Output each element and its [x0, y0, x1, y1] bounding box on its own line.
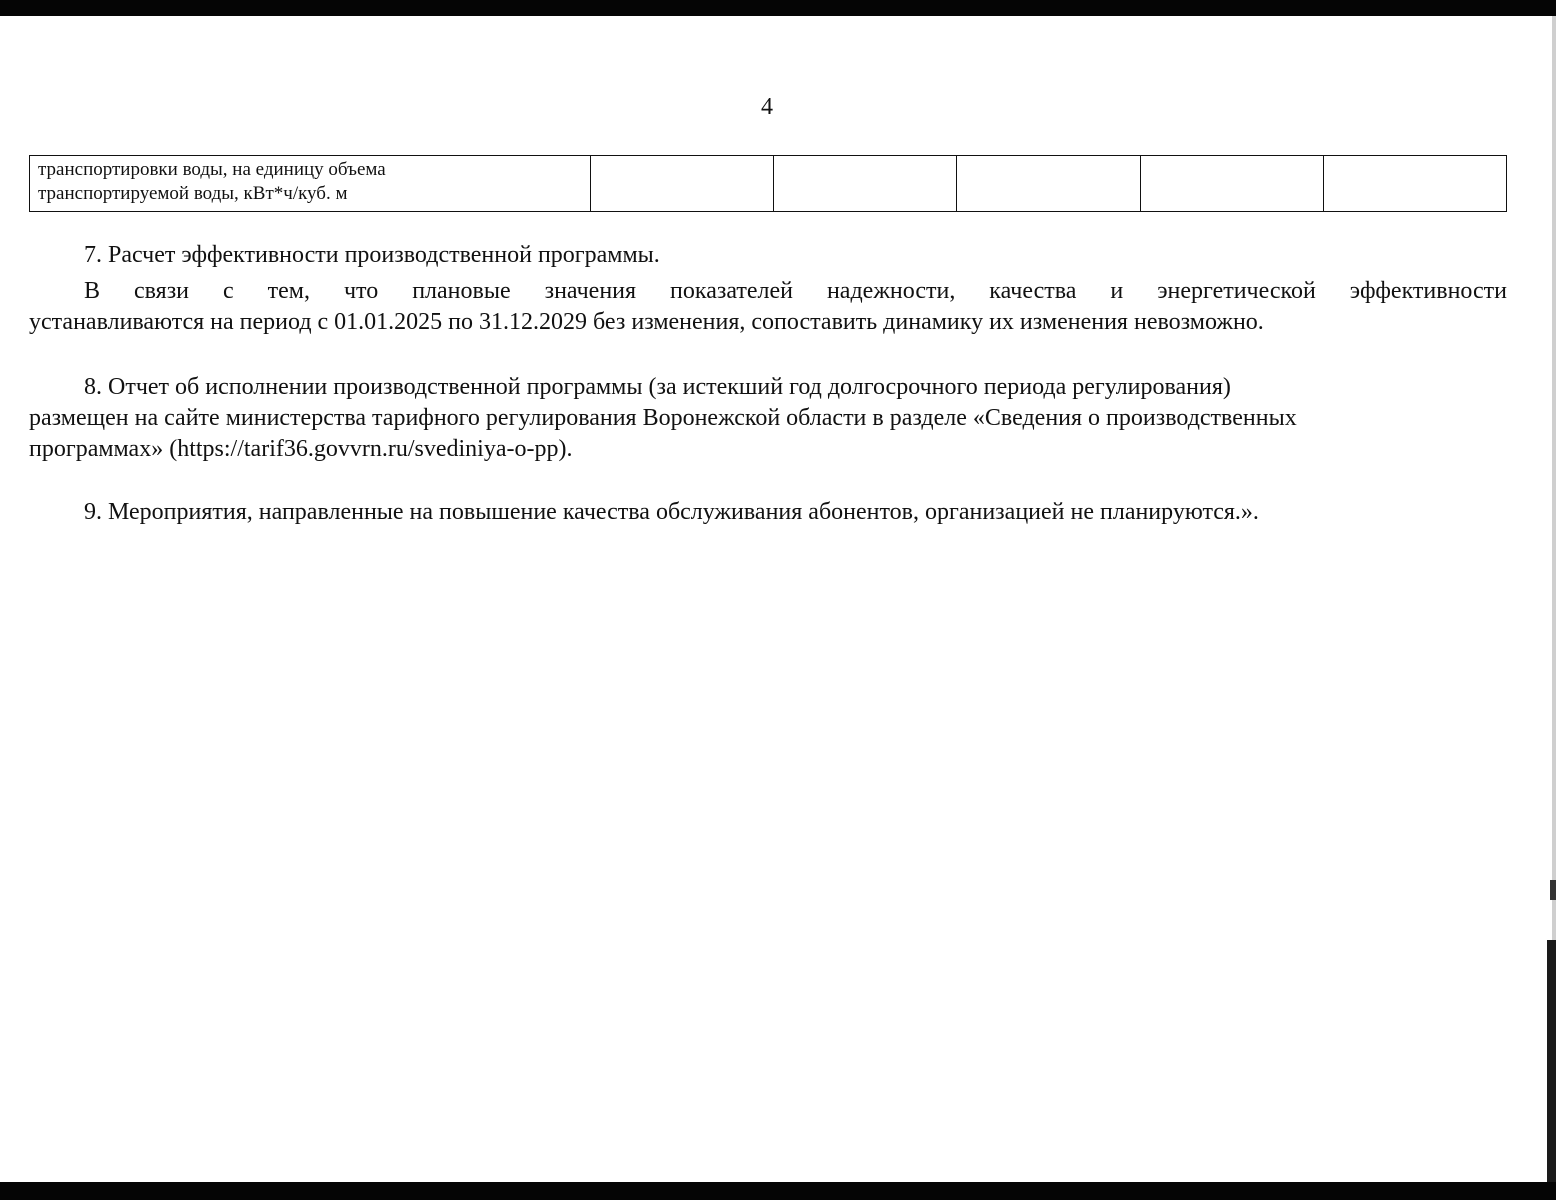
table-row	[30, 156, 1507, 212]
section-7-line: В связи с тем, что плановые значения показателей надежности, качества и энергетической эффективности	[84, 278, 1507, 304]
value-cell	[591, 156, 774, 212]
section-8-line: программах» (https://tarif36.govvrn.ru/svediniya-o-pp).	[29, 436, 573, 462]
section-7-line: устанавливаются на период с 01.01.2025 по 31.12.2029 без изменения, сопоставить динамику их изменения невозможно.	[29, 309, 1264, 335]
indicator-label-cell	[30, 156, 591, 212]
scan-edge-mark	[1550, 880, 1556, 900]
scan-border-bottom	[0, 1182, 1556, 1200]
section-8-line: 8. Отчет об исполнении производственной программы (за истекший год долгосрочного периода регулирования)	[84, 374, 1231, 400]
indicator-label-line: транспортировки воды, на единицу объема	[38, 159, 386, 180]
value-cell	[957, 156, 1140, 212]
value-cell	[1140, 156, 1323, 212]
section-7-title: 7. Расчет эффективности производственной программы.	[84, 242, 660, 268]
scan-border-top	[0, 0, 1556, 16]
indicator-table	[29, 155, 1507, 212]
value-cell	[1323, 156, 1506, 212]
scan-edge-mark	[1547, 940, 1556, 1182]
section-9: 9. Мероприятия, направленные на повышение качества обслуживания абонентов, организацией не планируются.».	[84, 499, 1259, 525]
section-8	[29, 372, 1507, 465]
section-8-line: размещен на сайте министерства тарифного регулирования Воронежской области в разделе «Сведения о производственных	[29, 405, 1297, 431]
section-7-body	[29, 276, 1507, 338]
indicator-label-line: транспортируемой воды, кВт*ч/куб. м	[38, 183, 348, 204]
page-number: 4	[761, 94, 773, 120]
value-cell	[774, 156, 957, 212]
